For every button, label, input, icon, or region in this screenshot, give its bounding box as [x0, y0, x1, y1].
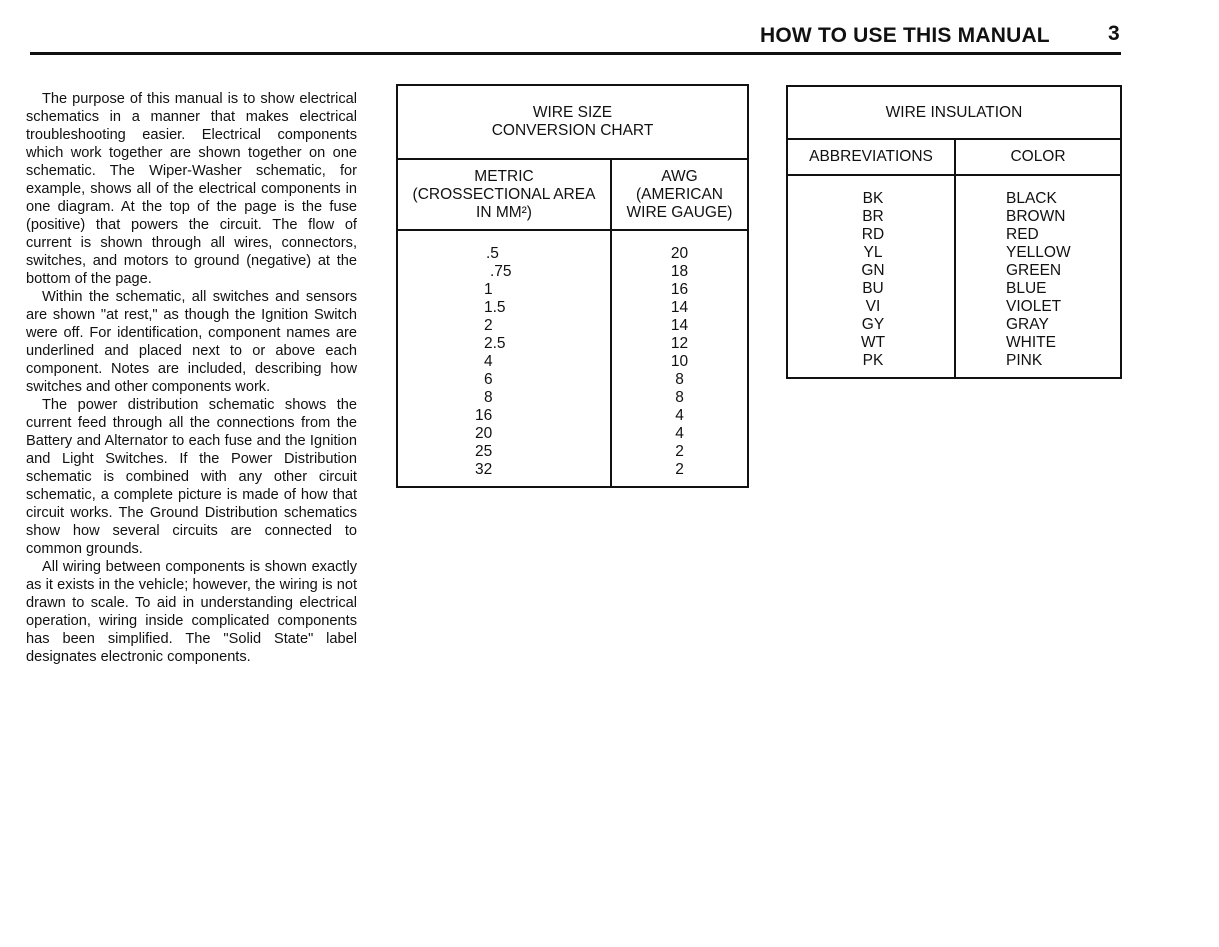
- column-divider: [954, 174, 956, 377]
- abbr-cell: BR: [862, 208, 884, 225]
- paragraph: The purpose of this manual is to show electrical schematics in a manner that makes electrical troubleshooting easier. Electrical components which work together are shown together on one schematic. The Wiper-Washer schematic, for example, shows all of the electrical components in one diagram. At the top of the page is the fuse (positive) that powers the circuit. The flow of current is shown through all wires, connectors, switches, and motors to ground (negative) at the bottom of the page.: [26, 91, 357, 287]
- abbr-cell: VI: [865, 298, 881, 315]
- metric-cell: 32: [475, 461, 493, 478]
- metric-cell: 2: [484, 317, 493, 334]
- abbr-cell: BK: [862, 190, 884, 207]
- header-line: WIRE GAUGE): [626, 203, 733, 221]
- page-title: HOW TO USE THIS MANUAL: [760, 24, 1050, 47]
- header-rule: [30, 52, 1121, 55]
- abbr-cell: BU: [862, 280, 884, 297]
- awg-values-column: [612, 245, 747, 479]
- paragraph: The power distribution schematic shows the current feed through all the connections from the Battery and Alternator to each fuse and the Ignition and Light Switches. If the Power Distribution schematic is combined with any other circuit schematic, a complete picture is made of how that circuit works. The Ground Distribution schematics show how several circuits are connected to common grounds.: [26, 397, 357, 557]
- color-cell: YELLOW: [1006, 244, 1071, 261]
- color-cell: PINK: [1006, 352, 1043, 369]
- header-line: AWG: [661, 167, 698, 185]
- awg-column-header: [612, 160, 747, 231]
- awg-cell: 2: [675, 443, 684, 460]
- metric-cell: 20: [475, 425, 493, 442]
- header-line: METRIC: [474, 167, 534, 185]
- metric-cell: 6: [484, 371, 493, 388]
- abbreviations-column-header: ABBREVIATIONS: [788, 140, 956, 176]
- metric-cell: 1: [484, 281, 493, 298]
- metric-cell: 4: [484, 353, 493, 370]
- color-cell: BROWN: [1006, 208, 1066, 225]
- metric-cell: 8: [484, 389, 493, 406]
- paragraph: All wiring between components is shown exactly as it exists in the vehicle; however, the wiring is not drawn to scale. To aid in understanding electrical operation, wiring inside complicated components has been simplified. The "Solid State" label designates electronic components.: [26, 559, 357, 665]
- page-number: 3: [1108, 22, 1120, 45]
- color-cell: GRAY: [1006, 316, 1049, 333]
- wire-size-table-title: [398, 86, 747, 160]
- abbr-cell: GY: [861, 316, 885, 333]
- awg-cell: 12: [670, 335, 689, 352]
- color-cell: GREEN: [1006, 262, 1062, 279]
- awg-cell: 14: [670, 299, 689, 316]
- color-cell: WHITE: [1006, 334, 1056, 351]
- metric-cell: .75: [490, 263, 512, 280]
- awg-cell: 8: [675, 371, 684, 388]
- awg-cell: 10: [670, 353, 689, 370]
- awg-cell: 14: [670, 317, 689, 334]
- metric-cell: 16: [475, 407, 493, 424]
- awg-cell: 4: [675, 407, 684, 424]
- awg-cell: 18: [670, 263, 689, 280]
- color-column-header: COLOR: [956, 140, 1120, 176]
- abbr-cell: YL: [863, 244, 883, 261]
- abbr-cell: RD: [861, 226, 885, 243]
- awg-cell: 20: [670, 245, 689, 262]
- metric-cell: 1.5: [484, 299, 506, 316]
- paragraph: Within the schematic, all switches and sensors are shown "at rest," as though the Ignition Switch were off. For identification, component names are underlined and placed next to or above each component. Notes are included, describing how switches and other components work.: [26, 289, 357, 395]
- wire-insulation-table: [786, 85, 1122, 379]
- awg-cell: 16: [670, 281, 689, 298]
- abbreviations-column: [788, 190, 954, 370]
- header-line: (CROSSECTIONAL AREA: [412, 185, 596, 203]
- title-line: CONVERSION CHART: [491, 122, 654, 139]
- color-cell: RED: [1006, 226, 1039, 243]
- abbr-cell: GN: [861, 262, 885, 279]
- body-text: [26, 90, 357, 666]
- awg-cell: 4: [675, 425, 684, 442]
- wire-insulation-title: WIRE INSULATION: [788, 87, 1120, 140]
- metric-column-header: [398, 160, 612, 231]
- abbr-cell: PK: [862, 352, 884, 369]
- metric-cell: 25: [475, 443, 493, 460]
- header-line: IN MM²): [476, 203, 532, 221]
- color-column: [1006, 190, 1116, 370]
- header-line: (AMERICAN: [636, 185, 723, 203]
- color-cell: BLUE: [1006, 280, 1047, 297]
- metric-cell: 2.5: [484, 335, 506, 352]
- metric-values-column: [398, 245, 610, 479]
- awg-cell: 2: [675, 461, 684, 478]
- wire-size-conversion-table: [396, 84, 749, 488]
- abbr-cell: WT: [860, 334, 886, 351]
- metric-cell: .5: [486, 245, 499, 262]
- title-line: WIRE SIZE: [532, 104, 613, 121]
- awg-cell: 8: [675, 389, 684, 406]
- color-cell: VIOLET: [1006, 298, 1062, 315]
- color-cell: BLACK: [1006, 190, 1057, 207]
